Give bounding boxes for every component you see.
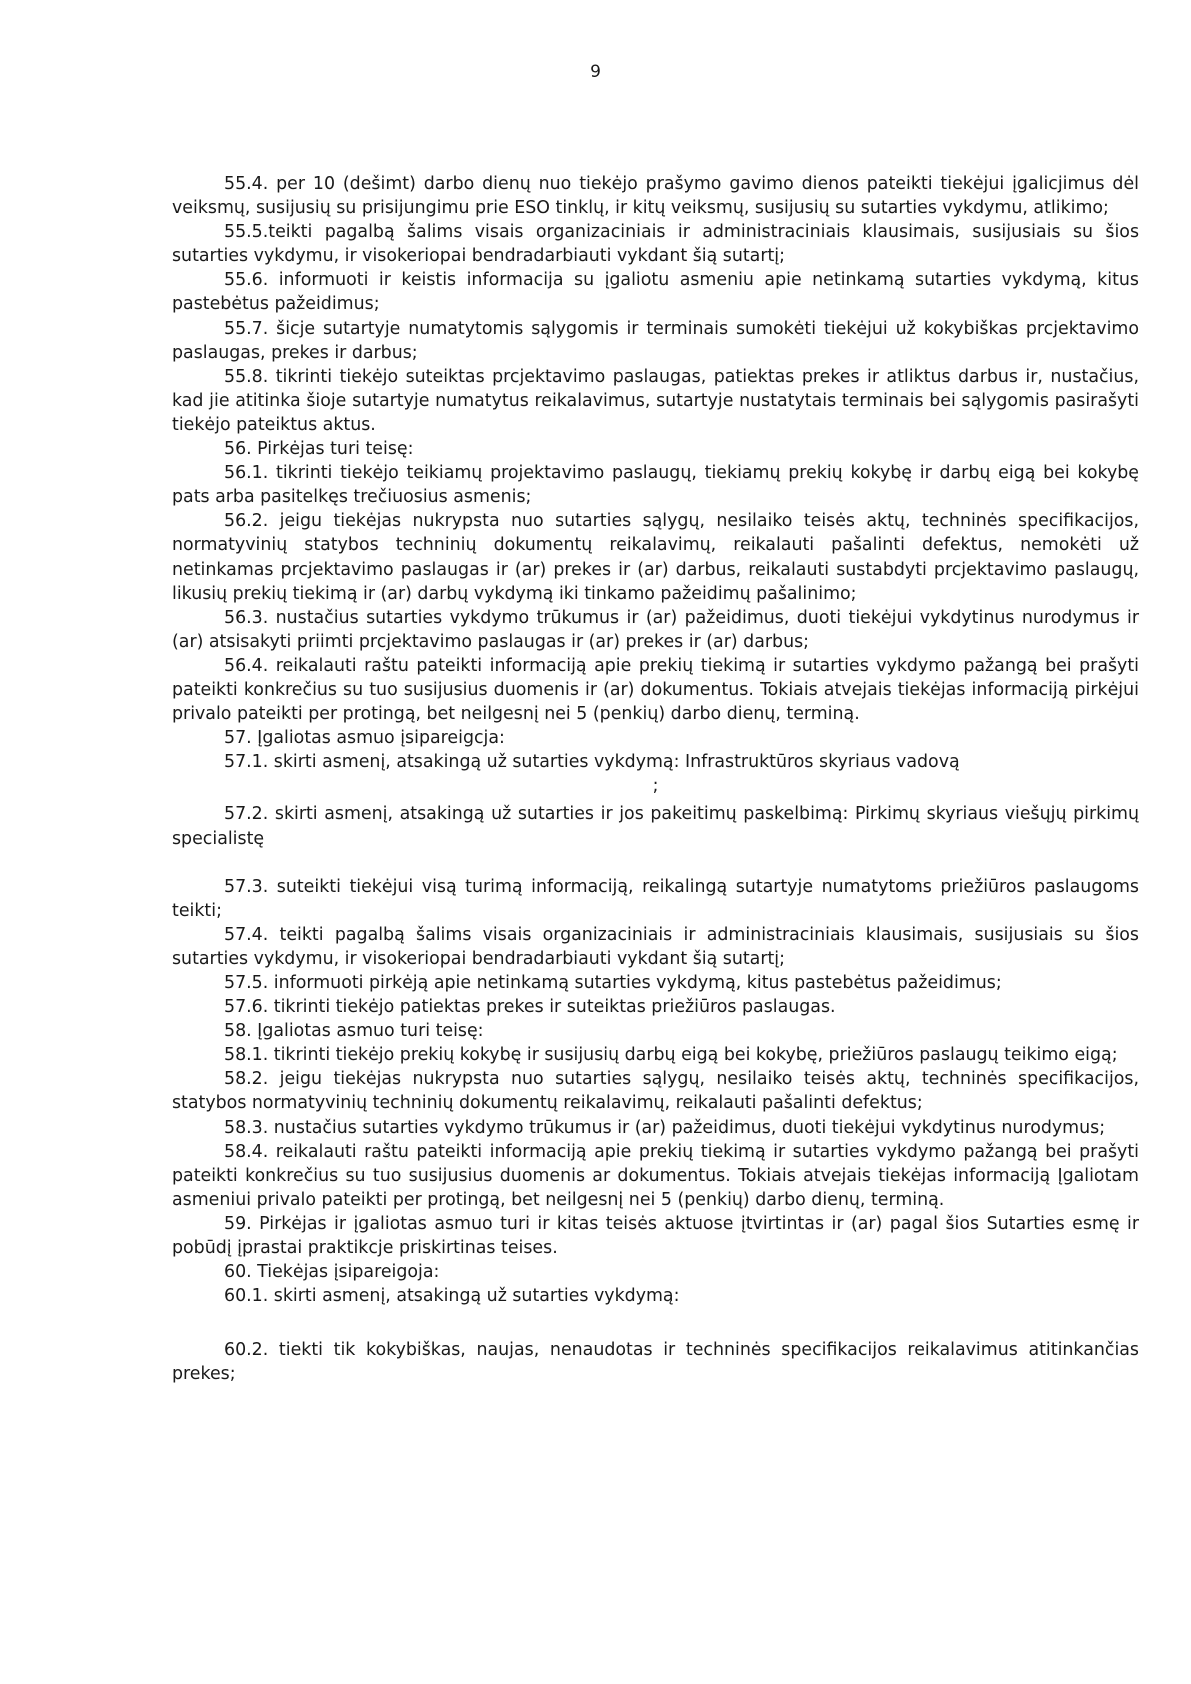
paragraph-58-4: 58.4. reikalauti raštu pateikti informaciją apie prekių tiekimą ir sutarties vykdymo pažangą bei prašyti pateikti konkrečius su tuo susijusius duomenis ar dokumentus. Tokiais atvejais tiekėjas informaciją Įgaliotam asmeniui privalo pateikti per protingą, bet neilgesnį nei 5 (penkių) darbo dienų, terminą. [172,1141,1139,1210]
paragraph-58-2: 58.2. jeigu tiekėjas nukrypsta nuo sutarties sąlygų, nesilaiko teisės aktų, techninės specifikacijos, statybos normatyvinių techninių dokumentų reikalavimų, reikalauti pašalinti defektus; [172,1069,1139,1114]
paragraph-56-1: 56.1. tikrinti tiekėjo teikiamų projektavimo paslaugų, tiekiamų prekių kokybę ir darbų eigą bei kokybę pats arba pasitelkęs trečiuosius asmenis; [172,463,1139,508]
spacer [172,1308,1139,1338]
paragraph-55-6: 55.6. informuoti ir keistis informacija su įgaliotu asmeniu apie netinkamą sutarties vykdymą, kitus pastebėtus pažeidimus; [172,270,1139,315]
paragraph-57-5: 57.5. informuoti pirkėją apie netinkamą sutarties vykdymą, kitus pastebėtus pažeidimus; [224,973,1002,993]
paragraph-57: 57. Įgaliotas asmuo įsipareigcja: [224,728,505,749]
spacer [172,851,1139,875]
document-body [172,172,1139,1387]
paragraph-56: 56. Pirkėjas turi teisę: [224,439,414,460]
paragraph-56-4: 56.4. reikalauti raštu pateikti informaciją apie prekių tiekimą ir sutarties vykdymo pažangą bei prašyti pateikti konkrečius su tuo susijusius duomenis ir (ar) dokumentus. Tokiais atvejais tiekėjas informaciją pirkėjui privalo pateikti per protingą, bet neilgesnį nei 5 (penkių) darbo dienų, terminą. [172,655,1139,725]
paragraph-58: 58. Įgaliotas asmuo turi teisę: [224,1021,484,1042]
paragraph-59: 59. Pirkėjas ir įgaliotas asmuo turi ir kitas teisės aktuose įtvirtintas ir (ar) pagal šios Sutarties esmę ir pobūdį įprastai praktikcje priskirtinas teises. [172,1213,1139,1259]
paragraph-55-8: 55.8. tikrinti tiekėjo suteiktas prcjektavimo paslaugas, patiektas prekes ir atliktus darbus ir, nustačius, kad jie atitinka šioje sutartyje numatytus reikalavimus, sutartyje nustatytais terminais bei sąlygomis pasirašyti tiekėjo pateiktus aktus. [172,366,1139,435]
paragraph-58-1: 58.1. tikrinti tiekėjo prekių kokybę ir susijusių darbų eigą bei kokybę, priežiūros paslaugų teikimo eigą; [224,1045,1118,1066]
paragraph-57-6: 57.6. tikrinti tiekėjo patiektas prekes ir suteiktas priežiūros paslaugas. [224,997,836,1018]
paragraph-60: 60. Tiekėjas įsipareigoja: [224,1262,440,1283]
paragraph-57-1: 57.1. skirti asmenį, atsakingą už sutarties vykdymą: Infrastruktūros skyriaus vadovą [224,752,960,773]
paragraph-56-3: 56.3. nustačius sutarties vykdymo trūkumus ir (ar) pažeidimus, duoti tiekėjui vykdytinus nurodymus ir (ar) atsisakyti priimti prcjektavimo paslaugas ir (ar) prekes ir (ar) darbus; [172,607,1139,652]
paragraph-57-4: 57.4. teikti pagalbą šalims visais organizaciniais ir administraciniais klausimais, susijusiais su šios sutarties vykdymu, ir visokeriopai bendradarbiauti vykdant šią sutartį; [172,924,1139,969]
paragraph-55-4: 55.4. per 10 (dešimt) darbo dienų nuo tiekėjo prašymo gavimo dienos pateikti tiekėjui įgalicjimus dėl veiksmų, susijusių su prisijungimu prie ESO tinklų, ir kitų veiksmų, susijusių su sutarties vykdymu, atlikimo; [172,174,1139,219]
page-number: 9 [590,62,601,82]
paragraph-57-1-end: ; [652,776,659,797]
paragraph-57-2: 57.2. skirti asmenį, atsakingą už sutarties ir jos pakeitimų paskelbimą: Pirkimų skyriaus viešųjų pirkimų specialistę [172,804,1139,849]
paragraph-60-1: 60.1. skirti asmenį, atsakingą už sutarties vykdymą: [224,1286,680,1307]
paragraph-60-2: 60.2. tiekti tik kokybiškas, naujas, nenaudotas ir techninės specifikacijos reikalavimus atitinkančias prekes; [172,1340,1139,1385]
paragraph-55-5: 55.5.teikti pagalbą šalims visais organizaciniais ir administraciniais klausimais, susijusiais su šios sutarties vykdymu, ir visokeriopai bendradarbiauti vykdant šią sutartį; [172,222,1139,267]
paragraph-56-2: 56.2. jeigu tiekėjas nukrypsta nuo sutarties sąlygų, nesilaiko teisės aktų, techninės specifikacijos, normatyvinių statybos techninių dokumentų reikalavimų, reikalauti pašalinti defektus, nemokėti už netinkamas prcjektavimo paslaugas ir (ar) prekes ir (ar) darbus, reikalauti sustabdyti prcjektavimo paslaugų, likusių prekių tiekimą ir (ar) darbų vykdymą iki tinkamo pažeidimų pašalinimo; [172,511,1139,604]
paragraph-58-3: 58.3. nustačius sutarties vykdymo trūkumus ir (ar) pažeidimus, duoti tiekėjui vykdytinus nurodymus; [224,1117,1106,1138]
paragraph-55-7: 55.7. šicje sutartyje numatytomis sąlygomis ir terminais sumokėti tiekėjui už kokybiškas prcjektavimo paslaugas, prekes ir darbus; [172,318,1139,363]
paragraph-57-3: 57.3. suteikti tiekėjui visą turimą informaciją, reikalingą sutartyje numatytoms priežiūros paslaugoms teikti; [172,876,1139,921]
